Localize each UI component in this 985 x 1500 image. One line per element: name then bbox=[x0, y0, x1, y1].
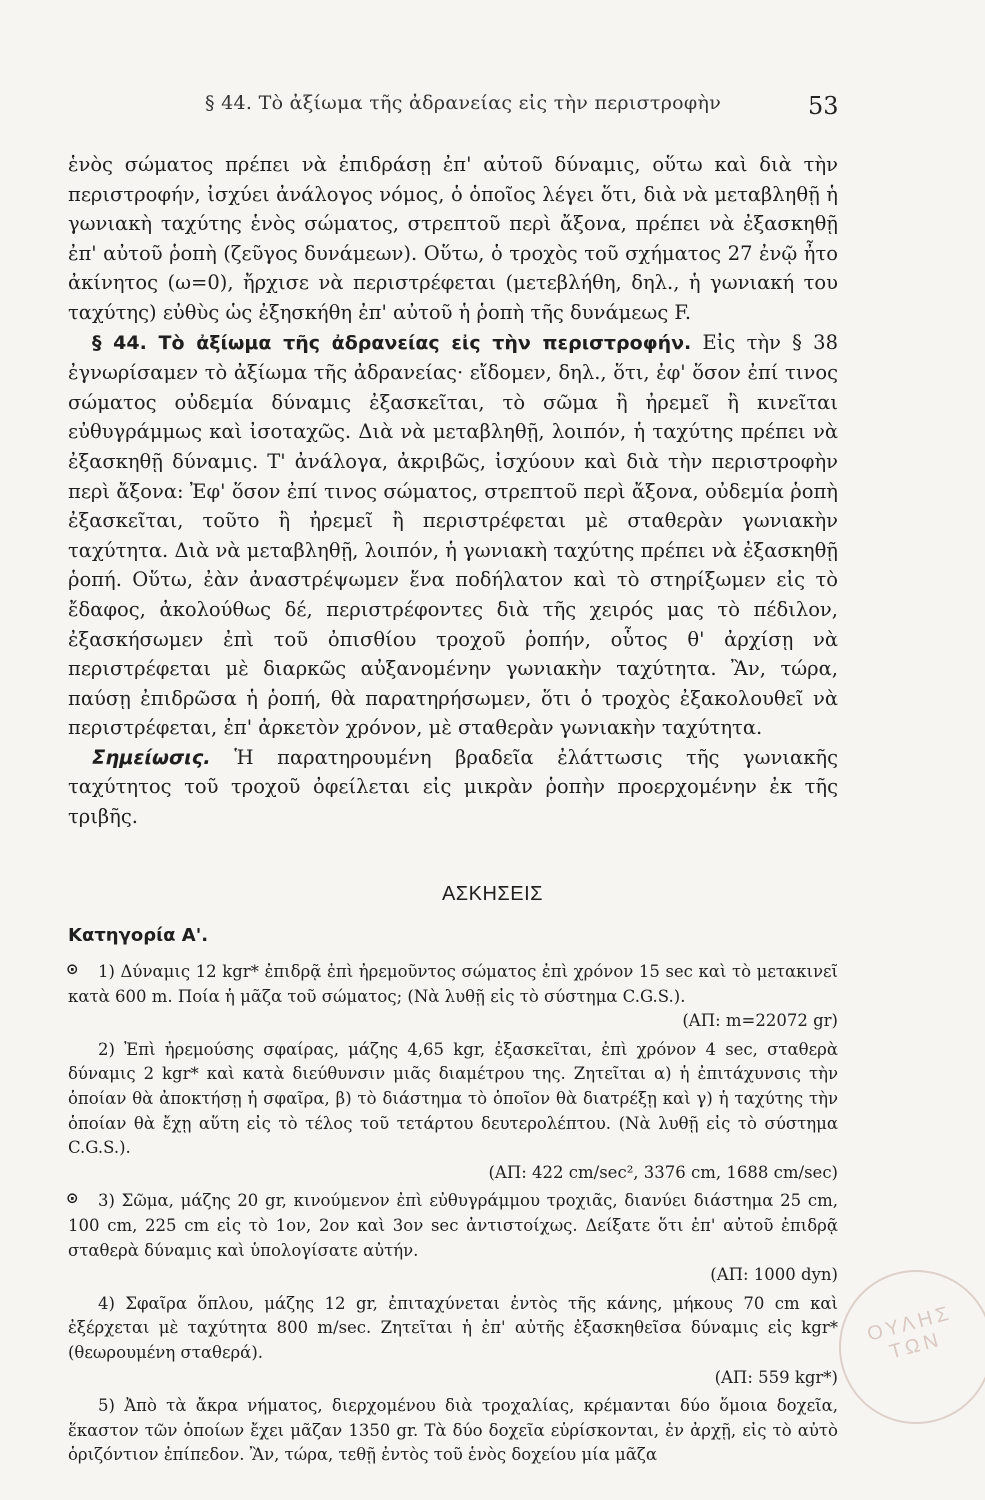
circle-dot-icon bbox=[66, 1040, 80, 1054]
note-text: Ἡ παρατηρουμένη βραδεῖα ἐλάττωσις τῆς γωνιακῆς ταχύτητος τοῦ τροχοῦ ὀφείλεται εἰς μικρὰν ῥοπὴν προερχομένην ἐκ τῆς τριβῆς. bbox=[68, 745, 838, 829]
paragraph-2-text: Εἰς τὴν § 38 ἐγνωρίσαμεν τὸ ἀξίωμα τῆς ἀδρανείας· εἴδομεν, δηλ., ὅτι, ἐφ' ὅσον ἐπί τινος σώματος οὐδεμία δύναμις ἐξασκεῖται, τὸ σῶμα ἢ ἠρεμεῖ ἢ κινεῖται εὐθυγράμμως καὶ ἰσοταχῶς. Διὰ νὰ μεταβληθῇ, λοιπόν, ἡ ταχύτης πρέπει νὰ ἐξασκηθῇ δύναμις. Τ' ἀνάλογα, ἀκριβῶς, ἰσχύουν καὶ διὰ τὴν περιστροφὴν περὶ ἄξονα: Ἐφ' ὅσον ἐπί τινος σώματος, στρεπτοῦ περὶ ἄξονα, οὐδεμία ῥοπὴ ἐξασκεῖται, τοῦτο ἢ ἠρεμεῖ ἢ περιστρέφεται μὲ σταθερὰν γωνιακὴν ταχύτητα. Διὰ νὰ μεταβληθῇ, λοιπόν, ἡ γωνιακὴ ταχύτης πρέπει νὰ ἐξασκηθῇ ῥοπή. Οὕτω, ἐὰν ἀναστρέψωμεν ἕνα ποδήλατον καὶ τὸ στηρίξωμεν εἰς τὸ ἔδαφος, ἀκολούθως δέ, περιστρέφοντες διὰ τῆς χειρός μας τὸ πέδιλον, ἐξασκήσωμεν ἐπὶ τοῦ ὀπισθίου τροχοῦ ῥοπήν, οὗτος θ' ἀρχίσῃ νὰ περιστρέφεται μὲ διαρκῶς αὐξανομένην γωνιακὴν ταχύτητα. Ἂν, τώρα, παύσῃ ἐπιδρῶσα ἡ ῥοπή, θὰ παρατηρήσωμεν, ὅτι ὁ τροχὸς ἐξακολουθεῖ νὰ περιστρέφεται, ἐπ' ἀρκετὸν χρόνον, μὲ σταθερὰν γωνιακὴν ταχύτητα. bbox=[68, 330, 838, 740]
exercise-text: 2) Ἐπὶ ἠρεμούσης σφαίρας, μάζης 4,65 kgr, ἐξασκεῖται, ἐπὶ χρόνον 4 sec, σταθερὰ δύναμις 2 kgr* καὶ κατὰ διεύθυνσιν μιᾶς διαμέτρου της. Ζητεῖται α) ἡ ἐπιτάχυνσις τὴν ὁποίαν θὰ ἀποκτήσῃ ἡ σφαῖρα, β) τὸ διάστημα τὸ ὁποῖον θὰ διατρέξῃ καὶ γ) ἡ ταχύτης τὴν ὁποίαν θὰ ἔχῃ αὕτη εἰς τὸ τέλος τοῦ τετάρτου δευτερολέπτου. (Νὰ λυθῇ εἰς τὸ σύστημα C.G.S.). bbox=[68, 1039, 838, 1158]
exercise-answer: (ΑΠ: m=22072 gr) bbox=[682, 1011, 838, 1031]
exercise-text: 1) Δύναμις 12 kgr* ἐπιδρᾷ ἐπὶ ἠρεμοῦντος σώματος ἐπὶ χρόνον 15 sec καὶ τὸ μετακινεῖ κατὰ 600 m. Ποία ἡ μᾶζα τοῦ σώματος; (Νὰ λυθῇ εἰς τὸ σύστημα C.G.S.). bbox=[68, 962, 838, 1006]
exercise-item bbox=[68, 960, 838, 1034]
exercise-text: 3) Σῶμα, μάζης 20 gr, κινούμενον ἐπὶ εὐθυγράμμου τροχιᾶς, διανύει διάστημα 25 cm, 100 cm, 225 cm εἰς τὸ 1ον, 2ον καὶ 3ον sec ἀντιστοίχως. Δείξατε ὅτι ἐπ' αὐτοῦ ἐπιδρᾷ σταθερὰ δύναμις καὶ ὑπολογίσατε αὐτήν. bbox=[68, 1191, 838, 1260]
exercises-title: ΑΣΚΗΣΕΙΣ bbox=[441, 883, 544, 905]
paragraph-2 bbox=[68, 328, 838, 743]
running-head-title: § 44. Τὸ ἀξίωμα τῆς ἀδρανείας εἰς τὴν περιστροφὴν bbox=[205, 92, 722, 114]
section-heading: § 44. Τὸ ἀξίωμα τῆς ἀδρανείας εἰς τὴν περιστροφήν. bbox=[92, 331, 692, 354]
exercise-text: 5) Ἀπὸ τὰ ἄκρα νήματος, διερχομένου διὰ τροχαλίας, κρέμανται δύο ὅμοια δοχεῖα, ἕκαστον τῶν ὁποίων ἔχει μᾶζαν 1350 gr. Τὰ δύο δοχεῖα εὑρίσκονται, ἐν ἀρχῇ, εἰς τὸ αὐτὸ ὁριζόντιον ἐπίπεδον. Ἂν, τώρα, τεθῇ ἐντὸς τοῦ ἑνὸς δοχείου μία μᾶζα bbox=[68, 1396, 838, 1465]
circle-dot-icon bbox=[66, 1396, 80, 1410]
exercise-answer: (ΑΠ: 559 kgr*) bbox=[714, 1367, 838, 1387]
note-heading: Σημείωσις. bbox=[92, 745, 211, 769]
paragraph-1: ἑνὸς σώματος πρέπει νὰ ἐπιδράσῃ ἐπ' αὐτοῦ δύναμις, οὕτω καὶ διὰ τὴν περιστροφήν, ἰσχύει ἀνάλογος νόμος, ὁ ὁποῖος λέγει ὅτι, διὰ νὰ μεταβληθῇ ἡ γωνιακὴ ταχύτης ἑνὸς σώματος, στρεπτοῦ περὶ ἄξονα, πρέπει νὰ ἐξασκηθῇ ἐπ' αὐτοῦ ῥοπὴ (ζεῦγος δυνάμεων). Οὕτω, ὁ τροχὸς τοῦ σχήματος 27 ἐνῷ ἦτο ἀκίνητος (ω=0), ἤρχισε νὰ περιστρέφεται (μετεβλήθη, δηλ., ἡ γωνιακή του ταχύτης) εὐθὺς ὡς ἐξησκήθη ἐπ' αὐτοῦ ἡ ῥοπὴ τῆς δυνάμεως F. bbox=[68, 153, 838, 324]
circle-dot-icon bbox=[66, 1294, 80, 1308]
circle-dot-icon: ⊙ bbox=[66, 1189, 79, 1208]
stamp-text: ΟΥΛΗΣ ΤΩΝ bbox=[864, 1301, 955, 1364]
exercise-item bbox=[68, 1038, 838, 1186]
library-stamp bbox=[822, 1253, 985, 1442]
exercise-category: Κατηγορία Α'. bbox=[68, 925, 209, 946]
circle-dot-icon: ⊙ bbox=[66, 960, 79, 978]
exercise-list bbox=[68, 960, 838, 1472]
exercise-item bbox=[68, 1394, 838, 1468]
exercise-answer: (ΑΠ: 422 cm/sec², 3376 cm, 1688 cm/sec) bbox=[488, 1162, 838, 1182]
exercise-item bbox=[68, 1189, 838, 1287]
main-text bbox=[68, 150, 838, 832]
running-head bbox=[0, 92, 985, 122]
note-paragraph bbox=[68, 743, 838, 832]
exercise-answer: (ΑΠ: 1000 dyn) bbox=[710, 1265, 838, 1285]
page-number: 53 bbox=[808, 92, 839, 120]
exercise-text: 4) Σφαῖρα ὅπλου, μάζης 12 gr, ἐπιταχύνεται ἐντὸς τῆς κάνης, μήκους 70 cm καὶ ἐξέρχεται μὲ ταχύτητα 800 m/sec. Ζητεῖται ἡ ἐπ' αὐτῆς ἐξασκηθεῖσα δύναμις εἰς kgr* (θεωρουμένη σταθερά). bbox=[68, 1293, 838, 1362]
exercise-item bbox=[68, 1292, 838, 1390]
